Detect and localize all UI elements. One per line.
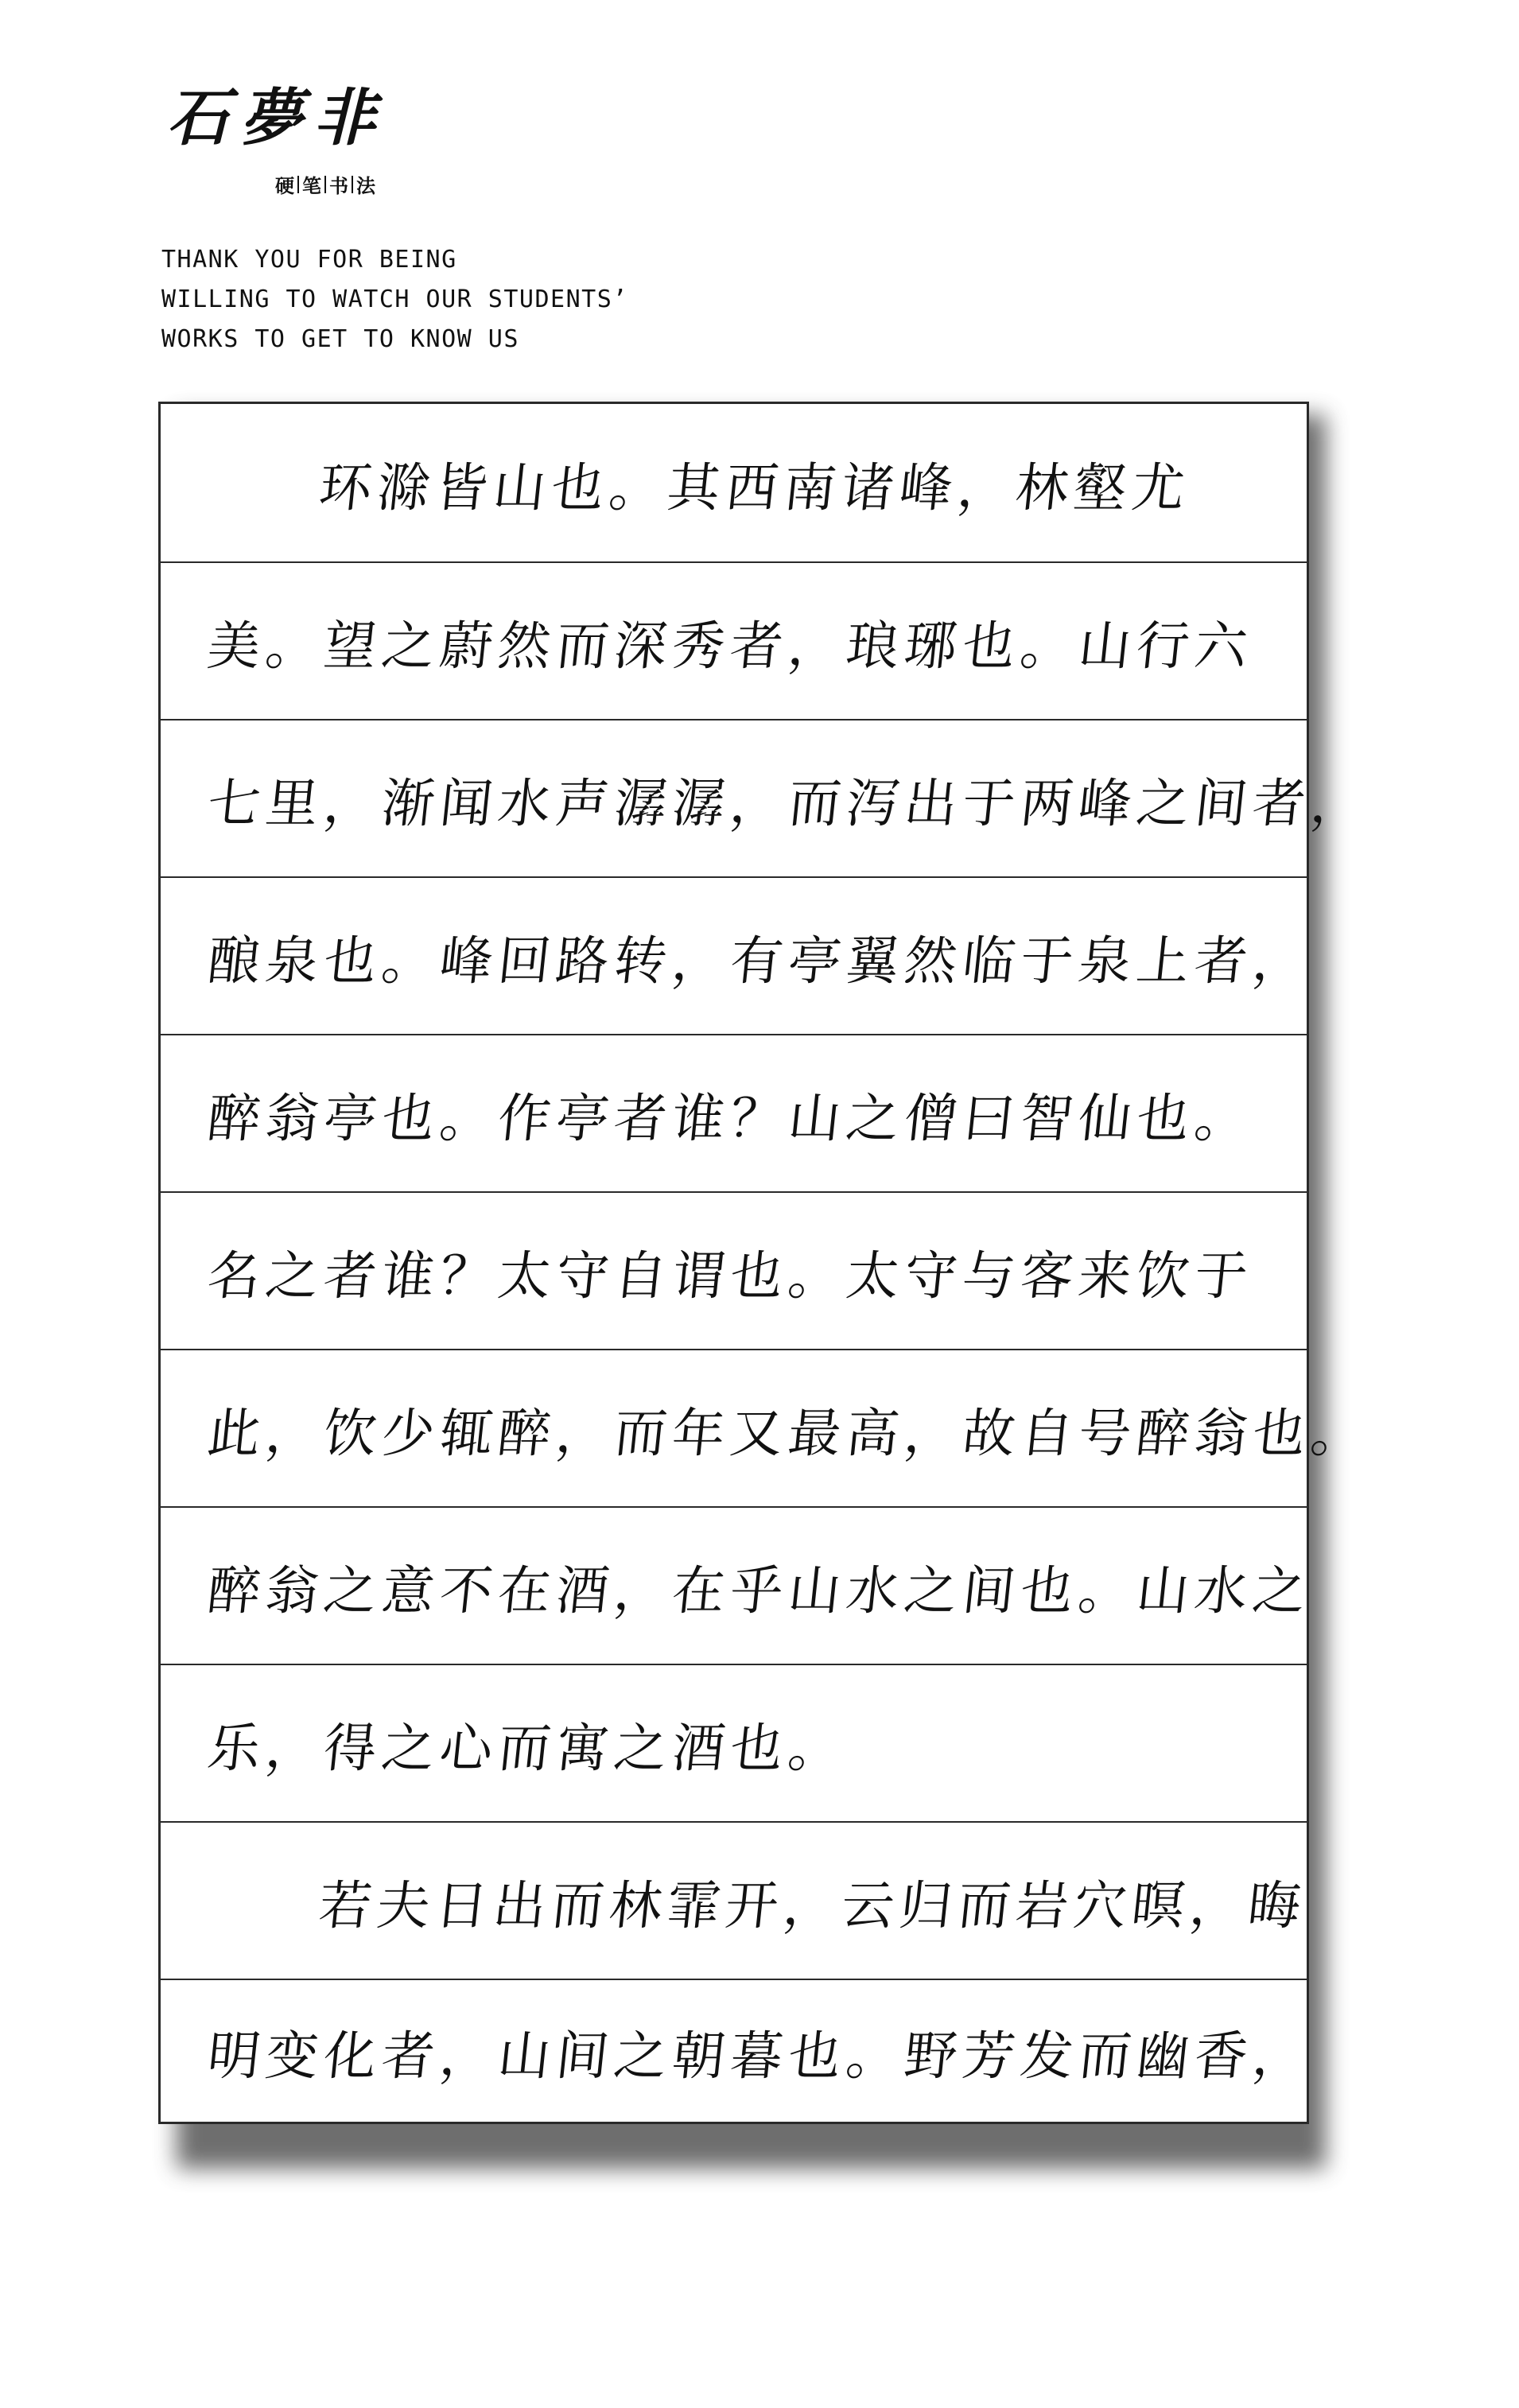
sheet-row [161, 1191, 1307, 1349]
brand-logo [167, 82, 406, 197]
sheet-line: 明变化者，山间之朝暮也。野芳发而幽香， [204, 2025, 1315, 2087]
sheet-line: 此，饮少辄醉，而年又最高，故自号醉翁也。 [204, 1402, 1373, 1464]
subtitle-divider [324, 176, 326, 193]
sheet-line: 酿泉也。峰回路转，有亭翼然临于泉上者， [204, 930, 1315, 992]
sheet-row [161, 1349, 1373, 1506]
brand-subtitle-char: 书 [329, 175, 348, 197]
sheet-line: 美。望之蔚然而深秀者，琅琊也。山行六 [204, 615, 1257, 677]
sheet-row [161, 404, 1307, 561]
sheet-line: 醉翁之意不在酒，在乎山水之间也。山水之 [204, 1559, 1315, 1622]
sheet-row [161, 876, 1315, 1034]
intro-text [161, 240, 628, 359]
sheet-row [161, 1664, 1307, 1821]
sheet-row [161, 1979, 1315, 2122]
sheet-line: 七里，渐闻水声潺潺，而泻出于两峰之间者， [204, 772, 1373, 834]
intro-line: THANK YOU FOR BEING [161, 246, 457, 274]
sheet-line: 若夫日出而林霏开，云归而岩穴暝，晦 [316, 1874, 1310, 1936]
subtitle-divider [297, 176, 299, 193]
sheet-row [161, 1034, 1307, 1191]
sheet-row [161, 1821, 1310, 1979]
intro-line: WILLING TO WATCH OUR STUDENTS’ [161, 285, 628, 313]
brand-subtitle-char: 硬 [275, 175, 294, 197]
brand-subtitle-char: 法 [356, 175, 375, 197]
sheet-row [161, 1506, 1315, 1664]
sheet-line: 醉翁亭也。作亭者谁？山之僧曰智仙也。 [204, 1087, 1257, 1149]
sheet-line: 乐，得之心而寓之酒也。 [204, 1717, 850, 1779]
calligraphy-sheet [158, 402, 1373, 2124]
intro-line: WORKS TO GET TO KNOW US [161, 325, 519, 353]
subtitle-divider [352, 176, 353, 193]
brand-title: 石夢非 [167, 82, 387, 154]
sheet-line: 环滁皆山也。其西南诸峰，林壑尤 [316, 456, 1194, 518]
sheet-line: 名之者谁？太守自谓也。太守与客来饮于 [204, 1245, 1257, 1307]
brand-subtitle [275, 170, 375, 198]
brand-subtitle-char: 笔 [302, 175, 321, 197]
sheet-row [161, 719, 1373, 876]
sheet-row [161, 561, 1307, 719]
